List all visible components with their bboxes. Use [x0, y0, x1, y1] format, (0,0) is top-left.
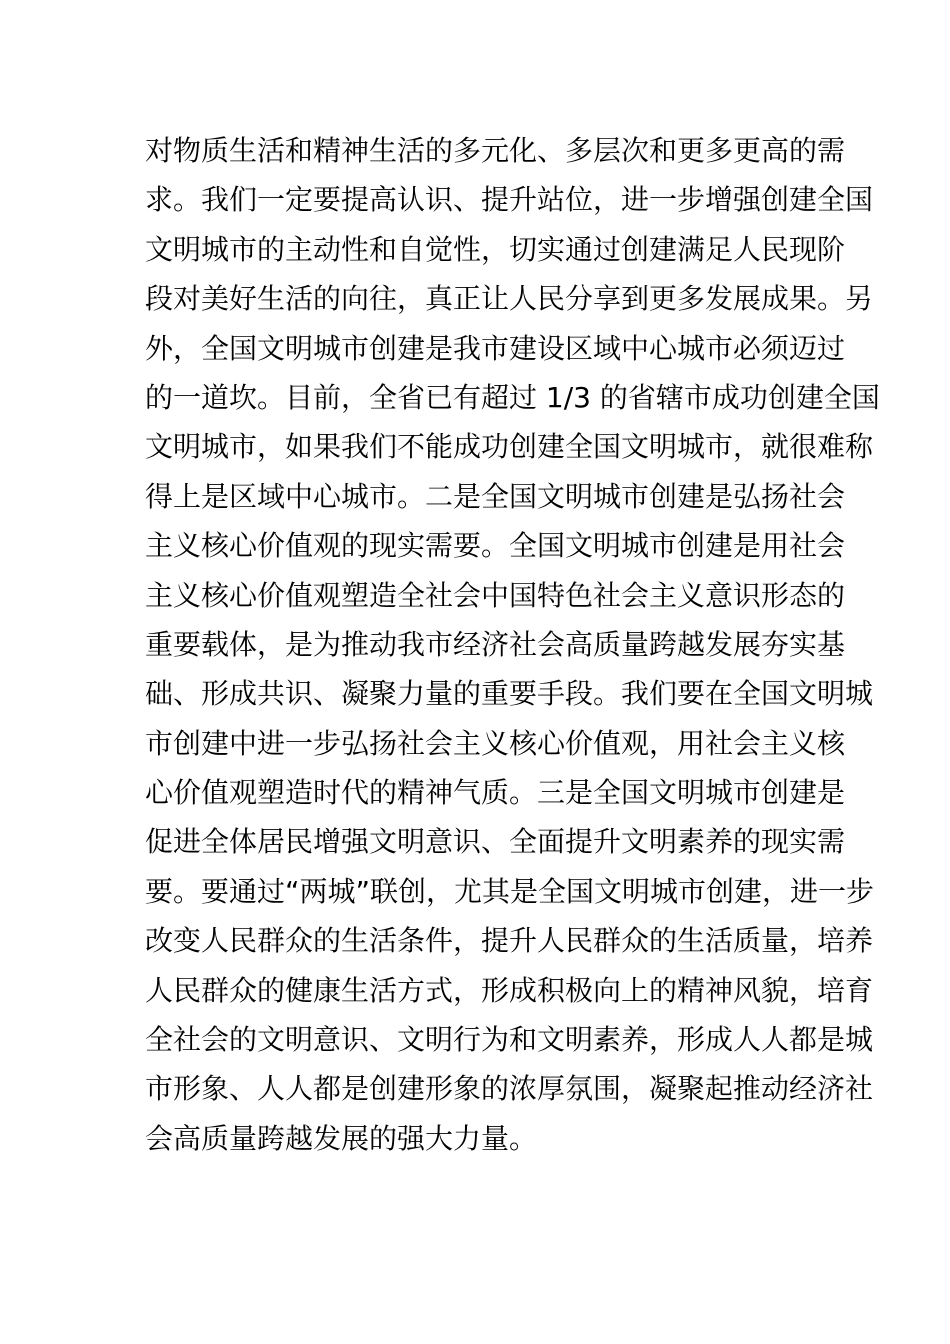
text-line: 求。我们一定要提高认识、提升站位，进一步增强创建全国 [145, 183, 874, 217]
text-line: 文明城市的主动性和自觉性，切实通过创建满足人民现阶 [145, 232, 846, 266]
text-line: 促进全体居民增强文明意识、全面提升文明素养的现实需 [145, 825, 846, 859]
text-line: 段对美好生活的向往，真正让人民分享到更多发展成果。另 [145, 282, 874, 316]
text-line: 市创建中进一步弘扬社会主义核心价值观，用社会主义核 [145, 726, 846, 760]
text-line: 重要载体，是为推动我市经济社会高质量跨越发展夯实基 [145, 627, 846, 661]
text-line: 心价值观塑造时代的精神气质。三是全国文明城市创建是 [145, 776, 846, 810]
text-line: 外，全国文明城市创建是我市建设区域中心城市必须迈过 [145, 331, 846, 365]
text-line: 要。要通过“两城”联创，尤其是全国文明城市创建，进一步 [145, 874, 875, 908]
text-line: 主义核心价值观塑造全社会中国特色社会主义意识形态的 [145, 578, 846, 612]
text-line: 会高质量跨越发展的强大力量。 [145, 1121, 538, 1155]
text-line: 人民群众的健康生活方式，形成积极向上的精神风貌，培育 [145, 973, 874, 1007]
text-line: 主义核心价值观的现实需要。全国文明城市创建是用社会 [145, 529, 846, 563]
text-line: 础、形成共识、凝聚力量的重要手段。我们要在全国文明城 [145, 677, 874, 711]
body-paragraph [145, 126, 880, 1163]
text-line: 全社会的文明意识、文明行为和文明素养，形成人人都是城 [145, 1023, 874, 1057]
text-line: 对物质生活和精神生活的多元化、多层次和更多更高的需 [145, 134, 846, 167]
text-line: 市形象、人人都是创建形象的浓厚氛围，凝聚起推动经济社 [145, 1072, 874, 1106]
text-line: 改变人民群众的生活条件，提升人民群众的生活质量，培养 [145, 924, 874, 958]
text-line: 的一道坎。目前，全省已有超过 1/3 的省辖市成功创建全国 [145, 380, 880, 414]
text-line: 得上是区域中心城市。二是全国文明城市创建是弘扬社会 [145, 479, 846, 513]
text-line: 文明城市，如果我们不能成功创建全国文明城市，就很难称 [145, 430, 874, 464]
